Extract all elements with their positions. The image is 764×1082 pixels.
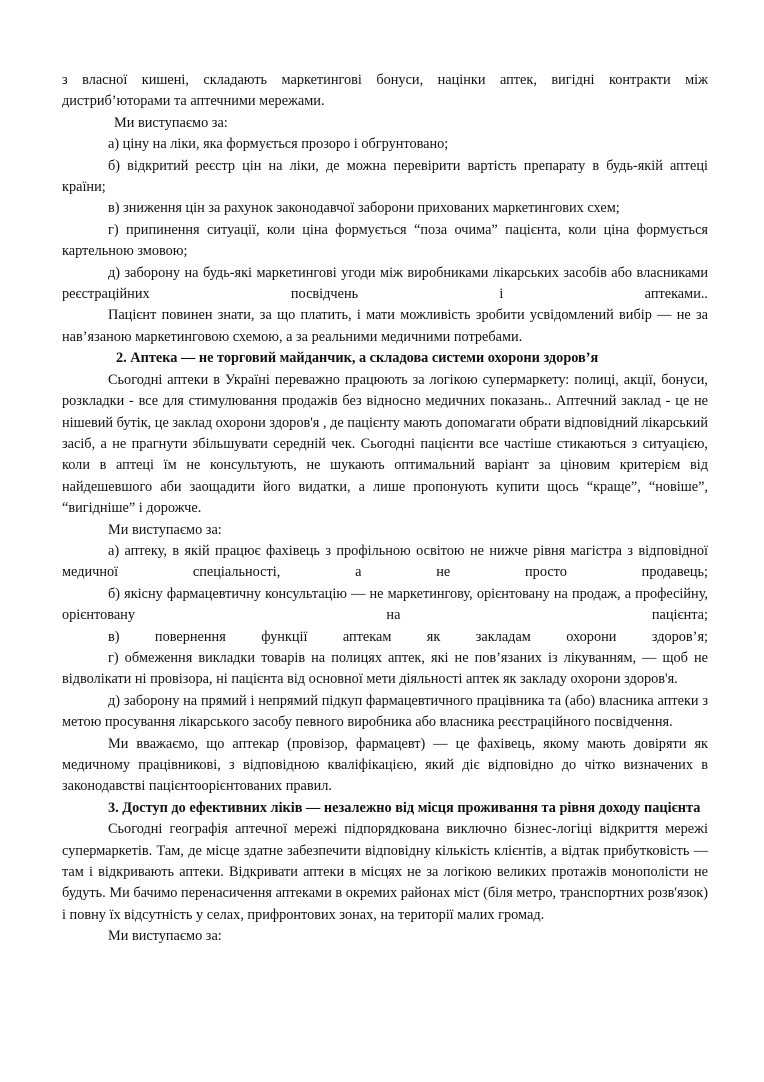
- body-paragraph: Ми виступаємо за:: [114, 114, 228, 131]
- section-heading: 2. Аптека — не торговий майданчик, а складова системи охорони здоров’я: [116, 350, 599, 367]
- body-paragraph: з власної кишені, складають маркетингові бонуси, націнки аптек, вигідні контракти між дистриб’юторами та аптечними мережами.: [62, 72, 708, 110]
- body-paragraph: Сьогодні географія аптечної мережі підпорядкована виключно бізнес-логіці відкриття мережі супермаркетів. Там, де місце здатне забезпечити відповідну кількість клієнтів, а відтак прибутковість — там і відкривають аптеки. Відкривати аптеки в місцях не за логікою великих протажів монополісти не будуть. Ми бачимо перенасичення аптеками в окремих районах міст (біля метро, транспортних розв'язок) і повну їх відсутність у селах, прифронтових зонах, на території малих громад.: [62, 821, 708, 923]
- body-paragraph: а) ціну на ліки, яка формується прозоро і обгрунтовано;: [108, 136, 449, 153]
- body-paragraph: б) відкритий реєстр цін на ліки, де можна перевірити вартість препарату в будь-якій аптеці країни;: [62, 157, 708, 196]
- body-paragraph: б) якісну фармацевтичну консультацію — не маркетингову, орієнтовану на продаж, а професійну, орієнтовану на пацієнта;: [62, 585, 708, 624]
- body-paragraph: Пацієнт повинен знати, за що платить, і мати можливість зробити усвідомлений вибір — не за нав’язаною маркетинговою схемою, а за реальними медичними потребами.: [62, 307, 708, 345]
- body-paragraph: в) повернення функції аптекам як закладам охорони здоров’я;: [108, 628, 708, 645]
- section-heading: 3. Доступ до ефективних ліків — незалежно від місця проживання та рівня доходу пацієнта: [108, 799, 701, 816]
- body-paragraph: г) припинення ситуації, коли ціна формується “поза очима” пацієнта, коли ціна формується картельною змовою;: [62, 221, 708, 260]
- body-paragraph: г) обмеження викладки товарів на полицях аптек, які не пов’язаних із лікуванням, — щоб не відволікати ні провізора, ні пацієнта від основної мети діяльності аптек як закладу охорони здоров'я.: [62, 649, 708, 688]
- body-paragraph: в) зниження цін за рахунок законодавчої заборони прихованих маркетингових схем;: [108, 200, 620, 217]
- body-paragraph: Ми виступаємо за:: [108, 928, 222, 945]
- body-paragraph: д) заборону на будь-які маркетингові угоди між виробниками лікарських засобів або власниками реєстраційних посвідчень і аптеками..: [62, 264, 708, 303]
- body-paragraph: а) аптеку, в якій працює фахівець з профільною освітою не нижче рівня магістра з відповідної медичної спеціальності, а не просто продавець;: [62, 542, 708, 581]
- body-paragraph: д) заборону на прямий і непрямий підкуп фармацевтичного працівника та (або) власника аптеки з метою просування лікарського засобу певного виробника або власника реєстраційного посвідчення.: [62, 692, 708, 731]
- body-paragraph: Ми виступаємо за:: [108, 521, 222, 538]
- body-paragraph: Сьогодні аптеки в Україні переважно працюють за логікою супермаркету: полиці, акції, бонуси, розкладки - все для стимулювання продажів без відносно медичних показань.. Аптечний заклад - це не нішевий бутік, це заклад охорони здоров'я , де пацієнту мають допомагати обрати відповідний лікарський засіб, а не прагнути збільшувати середній чек. Сьогодні пацієнти все частіше стикаються з ситуацією, коли в аптеці їм не консультують, не шукають оптимальний варіант за ціновим критерієм від найдешевшого аби заощадити його видатки, а лише пропонують купити щось “краще”, “новіше”, “вигідніше” і дорожче.: [62, 371, 708, 517]
- body-paragraph: Ми вважаємо, що аптекар (провізор, фармацевт) — це фахівець, якому мають довіряти як медичному працівникові, з відповідною кваліфікацією, який діє відповідно до чітко визначених в законодавстві пацієнтоорієнтованих правил.: [62, 735, 708, 795]
